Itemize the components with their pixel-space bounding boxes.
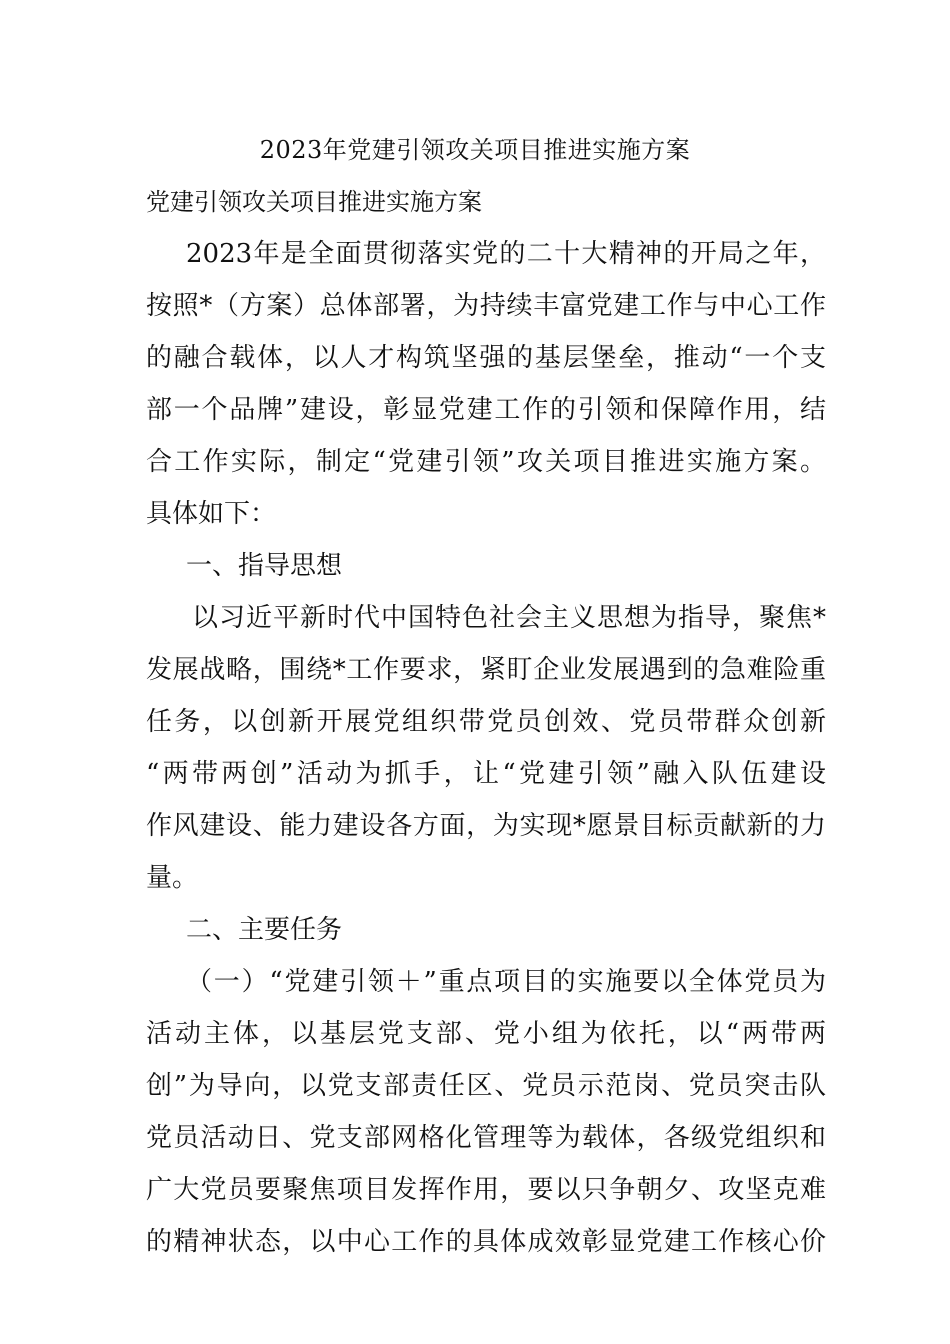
paragraph-line: 具体如下： — [146, 499, 277, 529]
paragraph-line: 发展战略，围绕*工作要求，紧盯企业发展遇到的急难险重 — [146, 655, 826, 685]
paragraph-line: 2023年是全面贯彻落实党的二十大精神的开局之年， — [186, 239, 826, 269]
paragraph-line: 任务，以创新开展党组织带党员创效、党员带群众创新 — [146, 707, 826, 737]
paragraph-line: （一）“党建引领＋”重点项目的实施要以全体党员为 — [186, 967, 826, 997]
paragraph-line: 的融合载体，以人才构筑坚强的基层堡垒，推动“一个支 — [146, 343, 826, 373]
paragraph-line: 作风建设、能力建设各方面，为实现*愿景目标贡献新的力 — [146, 811, 826, 841]
paragraph-line: “两带两创”活动为抓手，让“党建引领”融入队伍建设 — [146, 759, 826, 789]
document-subtitle: 党建引领攻关项目推进实施方案 — [146, 188, 482, 216]
document-title: 2023年党建引领攻关项目推进实施方案 — [259, 136, 691, 164]
paragraph-line: 党员活动日、党支部网格化管理等为载体，各级党组织和 — [146, 1123, 826, 1153]
paragraph-line: 按照*（方案）总体部署，为持续丰富党建工作与中心工作 — [146, 291, 826, 321]
paragraph-line: 创”为导向，以党支部责任区、党员示范岗、党员突击队 — [146, 1071, 826, 1101]
paragraph-line: 部一个品牌”建设，彰显党建工作的引领和保障作用，结 — [146, 395, 826, 425]
paragraph-line: 活动主体，以基层党支部、党小组为依托，以“两带两 — [146, 1019, 826, 1049]
paragraph-line: 广大党员要聚焦项目发挥作用，要以只争朝夕、攻坚克难 — [146, 1175, 826, 1205]
paragraph-line: 以习近平新时代中国特色社会主义思想为指导，聚焦* — [192, 603, 826, 633]
paragraph-line: 合工作实际，制定“党建引领”攻关项目推进实施方案。 — [146, 447, 826, 477]
section-heading: 二、主要任务 — [186, 915, 343, 945]
document-body — [146, 228, 826, 1268]
paragraph-line: 的精神状态，以中心工作的具体成效彰显党建工作核心价 — [146, 1227, 826, 1257]
section-heading: 一、指导思想 — [186, 551, 343, 581]
paragraph-line: 量。 — [146, 863, 199, 893]
